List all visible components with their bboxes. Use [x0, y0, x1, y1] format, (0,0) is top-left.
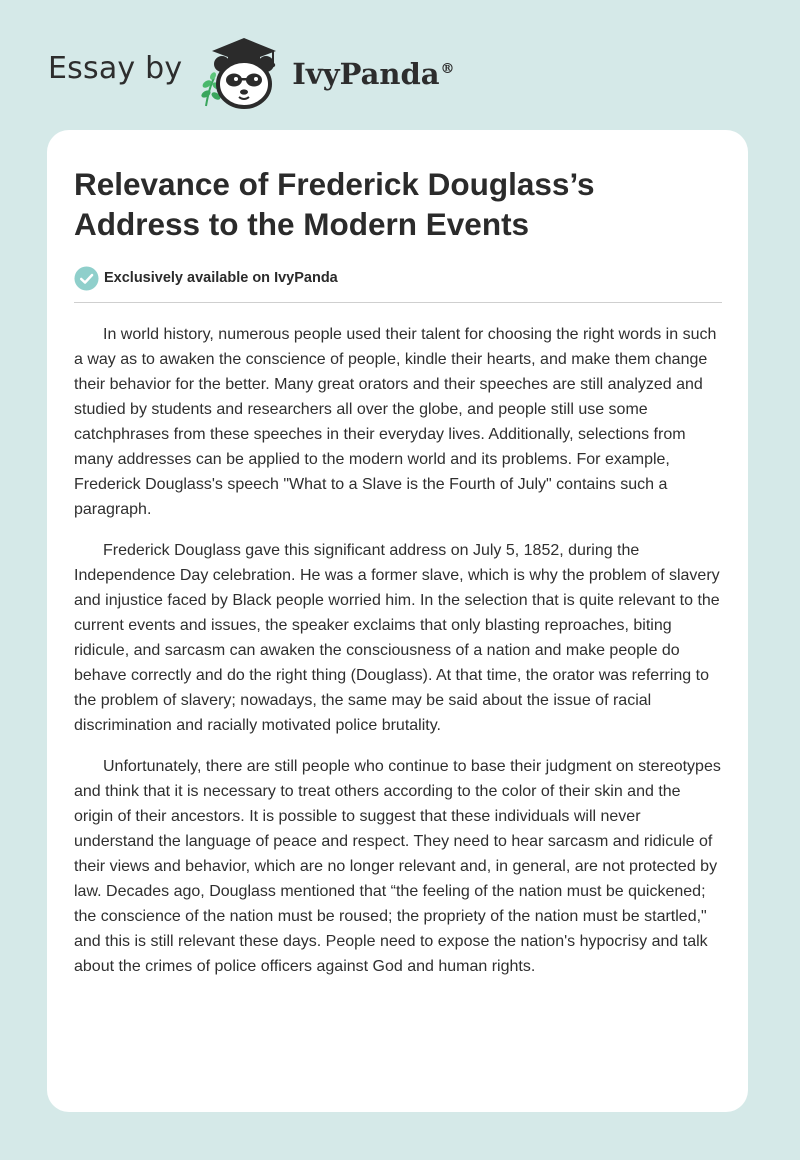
exclusive-badge: [74, 265, 721, 291]
check-circle-icon: [74, 266, 99, 291]
essay-by-label: Essay by: [48, 50, 183, 86]
paragraph-3: Unfortunately, there are still people who continue to base their judgment on stereotypes and think that it is necessary to treat others according to the color of their skin and the origin of their ancestors. It is possible to suggest that these individuals will never understand the language of peace and respect. They need to hear sarcasm and ridicule of their views and behavior, which are no longer relevant and, in general, are not protected by law. Decades ago, Douglass mentioned that “the feeling of the nation must be quickened; the conscience of the nation must be roused; the propriety of the nation must be startled," and this is still relevant these days. People need to expose the nation's hypocrisy and talk about the crimes of police officers against God and human rights.: [74, 758, 721, 975]
exclusive-label: Exclusively available on IvyPanda: [104, 270, 338, 286]
paragraph-2: Frederick Douglass gave this significant address on July 5, 1852, during the Independence Day celebration. He was a former slave, which is why the problem of slavery and injustice faced by Black people worried him. In the selection that is quite relevant to the current events and issues, the speaker exclaims that only blasting reproaches, biting ridicule, and sarcasm can awaken the consciousness of a nation and make people do behave correctly and do the right thing (Douglass). At that time, the orator was referring to the problem of slavery; nowadays, the same may be said about the issue of racial discrimination and racially motivated police brutality.: [74, 542, 720, 734]
panda-graduation-cap-icon: [196, 34, 288, 110]
paragraph-1: In world history, numerous people used their talent for choosing the right words in such a way as to awaken the conscience of people, kindle their hearts, and make them change their behavior for the better. Many great orators and their speeches are still analyzed and studied by students and researchers all over the globe, and people still use some catchphrases from these speeches in their everyday lives. Additionally, selections from many addresses can be applied to the modern world and its problems. For example, Frederick Douglass's speech "What to a Slave is the Fourth of July" contains such a paragraph.: [74, 326, 717, 518]
essay-title: Relevance of Frederick Douglass’s Address to the Modern Events: [74, 166, 595, 242]
registered-mark: ®: [440, 61, 455, 78]
brand-name: [292, 57, 454, 91]
essay-card: [47, 130, 748, 1112]
essay-body: [74, 322, 721, 979]
brand-header: [48, 34, 455, 110]
title-divider: [74, 302, 722, 303]
brand-name-text: IvyPanda: [292, 57, 440, 91]
